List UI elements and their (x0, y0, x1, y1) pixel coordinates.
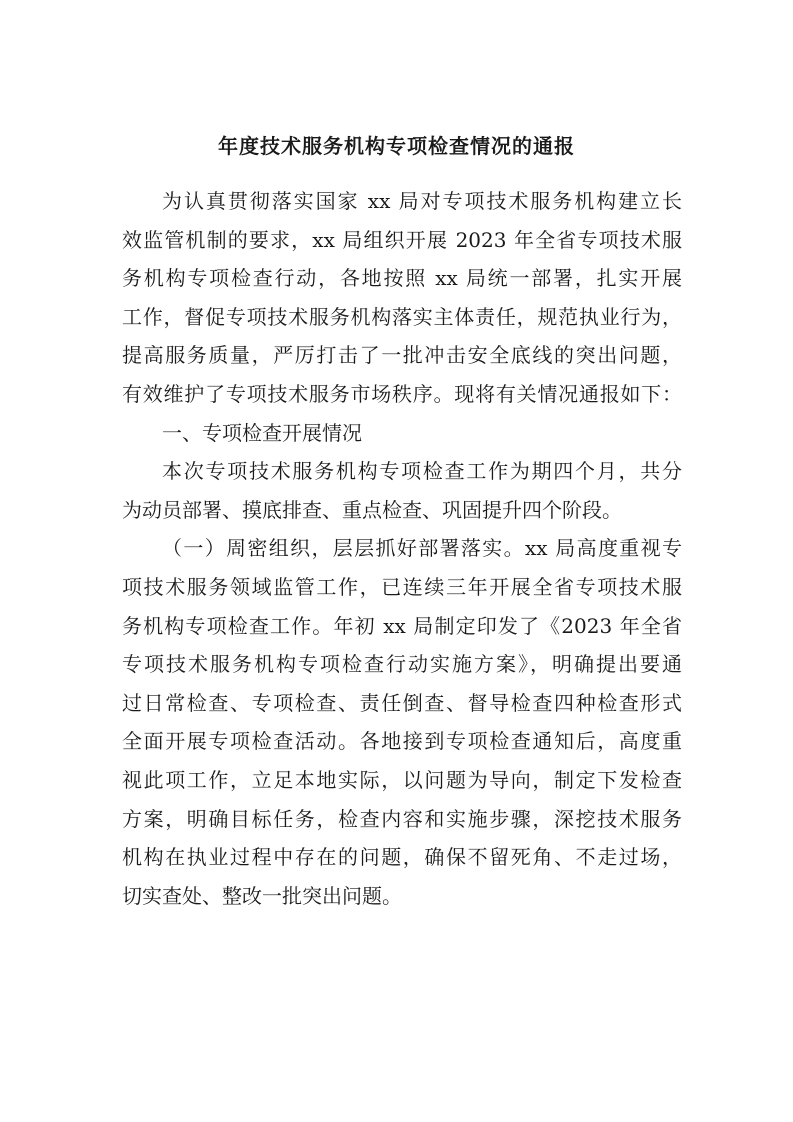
paragraph-line: 为认真贯彻落实国家 xx 局对专项技术服务机构建立长 (162, 189, 682, 213)
paragraph-line: 视此项工作，立足本地实际，以问题为导向，制定下发检查 (122, 767, 682, 792)
paragraph-line: 方案，明确目标任务，检查内容和实施步骤，深挖技术服务 (122, 806, 682, 831)
paragraph-line: 本次专项技术服务机构专项检查工作为期四个月，共分 (162, 459, 682, 484)
paragraph-line: （一）周密组织，层层抓好部署落实。xx 局高度重视专 (162, 536, 682, 561)
paragraph-line: 务机构专项检查工作。年初 xx 局制定印发了《2023 年全省 (122, 613, 682, 638)
paragraph-line: 务机构专项检查行动，各地按照 xx 局统一部署，扎实开展 (122, 266, 682, 291)
paragraph-line: 提高服务质量，严厉打击了一批冲击安全底线的突出问题， (122, 343, 682, 368)
paragraph-line: 项技术服务领域监管工作，已连续三年开展全省专项技术服 (122, 574, 682, 599)
paragraph-line: 切实查处、整改一批突出问题。 (122, 883, 402, 908)
paragraph-line: 为动员部署、摸底排查、重点检查、巩固提升四个阶段。 (122, 497, 622, 522)
document-title: 年度技术服务机构专项检查情况的通报 (218, 134, 575, 158)
section-heading: 一、专项检查开展情况 (162, 420, 362, 445)
paragraph-line: 专项技术服务机构专项检查行动实施方案》，明确提出要通 (122, 652, 682, 677)
document-body (122, 182, 682, 915)
paragraph-line: 工作，督促专项技术服务机构落实主体责任，规范执业行为， (122, 304, 682, 329)
paragraph-line: 全面开展专项检查活动。各地接到专项检查通知后，高度重 (122, 729, 682, 754)
paragraph-line: 机构在执业过程中存在的问题，确保不留死角、不走过场， (122, 845, 682, 870)
paragraph-line: 过日常检查、专项检查、责任倒查、督导检查四种检查形式 (122, 690, 682, 715)
paragraph-line: 效监管机制的要求，xx 局组织开展 2023 年全省专项技术服 (122, 227, 682, 252)
paragraph-line: 有效维护了专项技术服务市场秩序。现将有关情况通报如下： (122, 381, 682, 406)
